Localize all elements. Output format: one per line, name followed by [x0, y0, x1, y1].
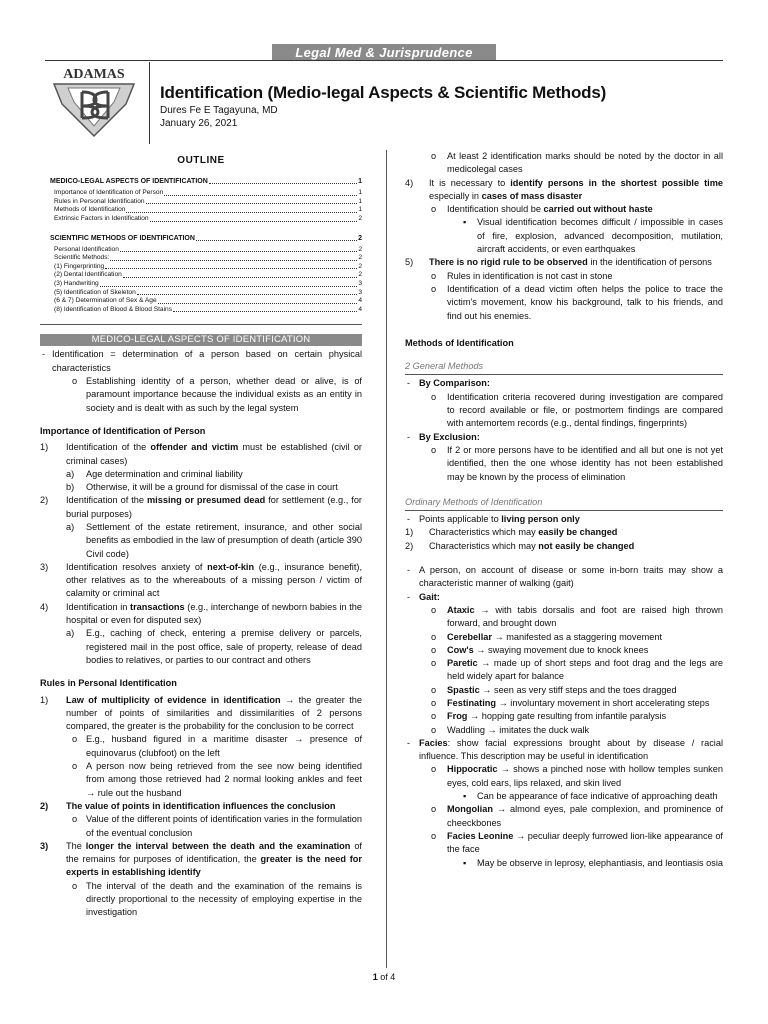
- list-item: ▪ Visual identification becomes difficult / impossible in cases of fire, explosion, advanced decomposition, mutilation, aircraft accidents, or even earthquakes: [463, 217, 723, 255]
- author: Dures Fe E Tagayuna, MD: [160, 105, 278, 116]
- list-item: o Frog → hopping gate resulting from infantile paralysis: [431, 711, 667, 722]
- list-item: o Festinating → involuntary movement in short accelerating steps: [431, 697, 710, 708]
- list-item: 5) There is no rigid rule to be observed in the identification of persons: [405, 257, 712, 268]
- list-item: o Ataxic → with tabis dorsalis and foot are raised high thrown forward, and brought down: [431, 604, 723, 629]
- toc-entry[interactable]: SCIENTIFIC METHODS OF IDENTIFICATION 2: [50, 234, 362, 242]
- course-banner: Legal Med & Jurisprudence: [272, 44, 496, 61]
- right-column: [405, 150, 723, 870]
- table-of-contents: [50, 177, 362, 314]
- list-item: - A person, on account of disease or some in-born traits may show a characteristic manner of walking (gait): [407, 565, 723, 589]
- list-item: o At least 2 identification marks should be noted by the doctor in all medicolegal cases: [431, 151, 723, 175]
- subheading-importance: Importance of Identification of Person: [40, 425, 206, 436]
- list-item: 2) The value of points in identification influences the conclusion: [40, 800, 336, 811]
- list-item: a) Age determination and criminal liability: [66, 468, 243, 479]
- list-item: o Establishing identity of a person, whether dead or alive, is of paramount importance because the individual exists as an entity in society and is dealt with as such by the legal system: [72, 376, 362, 413]
- list-item: o Paretic → made up of short steps and foot drag and the legs are held widely apart for balance: [431, 658, 723, 682]
- toc-entry[interactable]: (2) Dental Identification 2: [54, 271, 362, 279]
- outline-title: OUTLINE: [177, 155, 225, 166]
- list-item: o Cerebellar → manifested as a staggering movement: [431, 631, 663, 642]
- subheading-general-methods: 2 General Methods: [405, 360, 723, 375]
- subheading-methods: Methods of Identification: [405, 337, 514, 348]
- toc-entry[interactable]: Personal Identification 2: [54, 245, 362, 253]
- header-rule: [45, 60, 723, 61]
- toc-entry[interactable]: Methods of Identification 1: [54, 206, 362, 214]
- list-item: - By Exclusion:: [407, 431, 480, 442]
- list-item: - By Comparison:: [407, 378, 490, 389]
- list-item: 4) Identification in transactions (e.g., interchange of newborn babies in the hospital or even for disputed sex): [40, 601, 362, 626]
- list-item: o Identification of a dead victim often helps the police to trace the victim's movement, know his background, talk to his friends, and find out his enemies.: [431, 283, 723, 321]
- list-item: 4) It is necessary to identify persons in the shortest possible time especially in cases of mass disaster: [405, 177, 723, 201]
- toc-entry[interactable]: Extrinsic Factors in Identification 2: [54, 215, 362, 223]
- subheading-rules: Rules in Personal Identification: [40, 678, 177, 689]
- list-item: 1) Characteristics which may easily be changed: [405, 527, 618, 538]
- column-divider: [386, 150, 387, 968]
- document-title: Identification (Medio-legal Aspects & Scientific Methods): [160, 83, 607, 102]
- list-item: a) Settlement of the estate retirement, insurance, and other social benefits as embodied in the law of presumption of death (article 390 Civil code): [66, 521, 362, 559]
- toc-entry[interactable]: MEDICO-LEGAL ASPECTS OF IDENTIFICATION 1: [50, 178, 362, 186]
- header-divider: [149, 62, 150, 144]
- list-item: o Hippocratic → shows a pinched nose with hollow temples sunken eyes, cold ears, lips relaxed, and skin lived: [431, 764, 723, 788]
- list-item: ▪ Can be appearance of face indicative of approaching death: [463, 791, 718, 802]
- list-item: 3) The longer the interval between the death and the examination of the remains for purposes of identification, the greater is the need for experts in establishing identify: [40, 840, 362, 878]
- toc-entry[interactable]: Scientific Methods: 2: [54, 254, 362, 262]
- list-item: b) Otherwise, it will be a ground for dismissal of the case in court: [66, 482, 338, 493]
- date: January 26, 2021: [160, 118, 238, 129]
- toc-entry[interactable]: Rules in Personal Identification 1: [54, 197, 362, 205]
- toc-entry[interactable]: (8) Identification of Blood & Blood Stains 4: [54, 305, 362, 313]
- outline-rule: [40, 324, 362, 325]
- list-item: ▪ May be observe in leprosy, elephantiasis, and leontiasis osia: [463, 857, 723, 868]
- list-item: o Rules in identification is not cast in stone: [431, 270, 613, 281]
- list-item: 2) Characteristics which may not easily be changed: [405, 540, 635, 551]
- list-item: o The interval of the death and the examination of the remains is directly proportional to the necessity of employing expertise in the investigation: [72, 880, 362, 918]
- list-item: o Spastic → seen as very stiff steps and the toes dragged: [431, 684, 677, 695]
- list-item: o Cow's → swaying movement due to knock knees: [431, 644, 649, 655]
- list-item: o Identification should be carried out without haste: [431, 204, 653, 215]
- left-column: [40, 150, 362, 920]
- list-item: o Mongolian → almond eyes, pale complexion, and prominence of cheeckbones: [431, 804, 723, 828]
- list-item: 1) Identification of the offender and victim must be established (civil or criminal cases): [40, 442, 362, 466]
- subheading-ordinary-methods: Ordinary Methods of Identification: [405, 496, 723, 511]
- page-number: 1 of 4: [372, 972, 396, 982]
- list-item: o If 2 or more persons have to be identified and all but one is not yet identified, then the one whose identity has not been established may be known by the process of elimination: [431, 444, 723, 482]
- toc-entry[interactable]: (5) Identification of Skeleton 3: [54, 288, 362, 296]
- list-item: 3) Identification resolves anxiety of next-of-kin (e.g., insurance benefit), other relatives as to the whereabouts of a missing person / victim of calamity or criminal act: [40, 561, 362, 599]
- section-header: MEDICO-LEGAL ASPECTS OF IDENTIFICATION: [40, 334, 362, 346]
- adamas-logo: [46, 62, 142, 140]
- list-item: o Value of the different points of identification varies in the formulation of the eventual conclusion: [72, 814, 362, 838]
- list-item: o A person now being retrieved from the see now being identified from among those retrieved had 2 normal looking ankles and feet → rule out the husband: [72, 761, 362, 798]
- list-item: - Gait:: [407, 591, 440, 602]
- list-item: o Facies Leonine → peculiar deeply furrowed lion-like appearance of the face: [431, 830, 723, 855]
- list-item: 1) Law of multiplicity of evidence in identification → the greater the number of points of similarities and dissimilarities of 2 persons compared, the greater is the probability for the conclusion to be correct: [40, 694, 362, 732]
- list-item: 2) Identification of the missing or presumed dead for settlement (e.g., for burial purposes): [40, 495, 362, 519]
- list-item: o Identification criteria recovered during investigation are compared to record available or file, or postmortem findings are compared with antemortem records (e.g., dental findings, fingerprints): [431, 391, 723, 429]
- list-item: - Points applicable to living person only: [407, 514, 580, 525]
- toc-entry[interactable]: (6 & 7) Determination of Sex & Age 4: [54, 297, 362, 305]
- list-item: o Waddling → imitates the duck walk: [431, 724, 590, 735]
- list-item: o E.g., husband figured in a maritime disaster → presence of equinovarus (clubfoot) on the left: [72, 734, 362, 758]
- toc-entry[interactable]: Importance of Identification of Person 1: [54, 189, 362, 197]
- list-item: - Identification = determination of a person based on certain physical characteristics: [42, 349, 362, 373]
- svg-text:ADAMAS: ADAMAS: [63, 67, 125, 82]
- toc-entry[interactable]: (1) Fingerprinting 2: [54, 262, 362, 270]
- toc-entry[interactable]: (3) Handwriting 3: [54, 280, 362, 288]
- list-item: - Facies: show facial expressions brought about by disease / racial influence. This description may be useful in identification: [407, 737, 723, 762]
- list-item: a) E.g., caching of check, entering a premise delivery or parcels, registered mail in the post office, sale of property, release of dead bodies to relatives, or parties to our contract and others: [66, 628, 362, 665]
